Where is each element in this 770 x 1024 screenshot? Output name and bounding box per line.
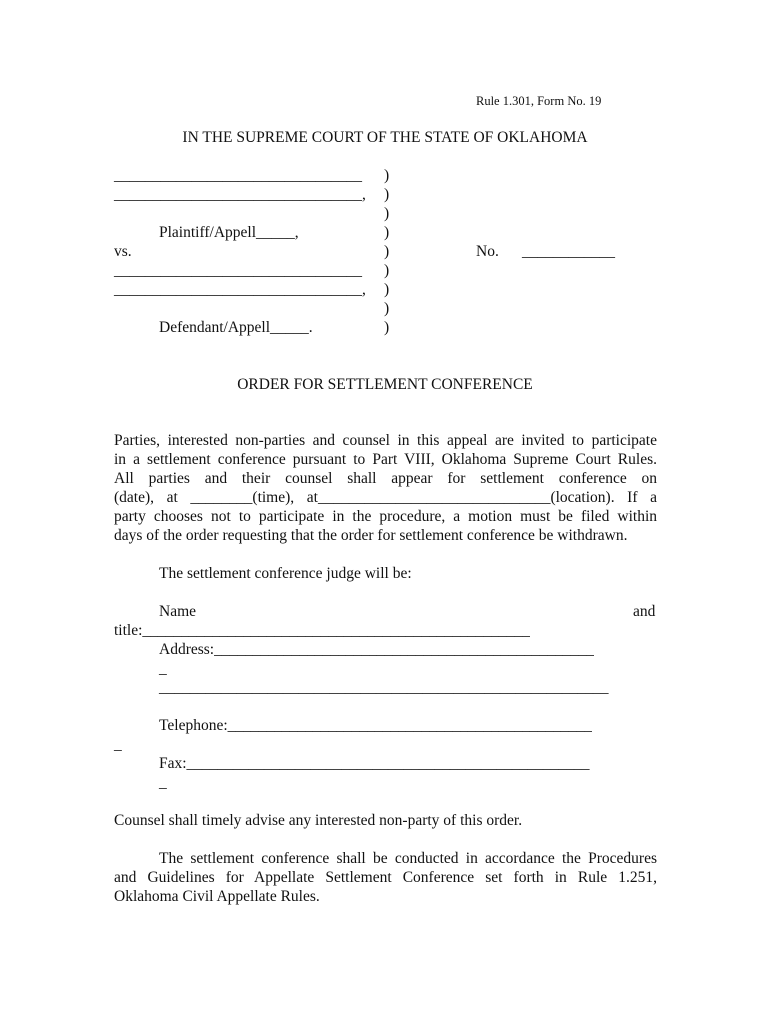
- address-line-tail: _: [159, 660, 167, 677]
- procedures-paragraph: [114, 849, 657, 906]
- caption-paren: ): [384, 167, 390, 184]
- and-word: and: [633, 603, 656, 620]
- judge-name-title-field[interactable]: title:__________________________________________________: [114, 622, 530, 639]
- judge-address-field[interactable]: Address:_________________________________________________: [159, 641, 594, 658]
- paragraph-line: Oklahoma Civil Appellate Rules.: [114, 888, 320, 905]
- paragraph-line: and Guidelines for Appellate Settlement Conference set forth in Rule 1.251,: [114, 869, 657, 886]
- court-title: IN THE SUPREME COURT OF THE STATE OF OKLAHOMA: [182, 129, 588, 146]
- caption-paren: ): [384, 262, 390, 279]
- paragraph-line: (date), at ________(time), at______________________________(location). If a: [114, 489, 657, 506]
- paragraph-line: All parties and their counsel shall appear for settlement conference on: [114, 470, 657, 487]
- telephone-line-tail: _: [114, 736, 122, 753]
- paragraph-line: party chooses not to participate in the procedure, a motion must be filed within: [114, 508, 657, 525]
- judge-address-field-2[interactable]: __________________________________________________________: [159, 679, 609, 696]
- paragraph-line: The settlement conference shall be conducted in accordance the Procedures: [159, 850, 657, 867]
- name-label: Name: [159, 603, 197, 620]
- judge-telephone-field[interactable]: Telephone:_______________________________________________: [159, 717, 592, 734]
- plaintiff-name-line-2[interactable]: ________________________________,: [114, 186, 366, 203]
- defendant-name-line-2[interactable]: ________________________________,: [114, 281, 366, 298]
- paragraph-line: in a settlement conference pursuant to Part VIII, Oklahoma Supreme Court Rules.: [114, 451, 657, 468]
- paragraph-line: Parties, interested non-parties and counsel in this appeal are invited to participate: [114, 432, 657, 449]
- order-title: ORDER FOR SETTLEMENT CONFERENCE: [237, 376, 533, 393]
- caption-paren: ): [384, 224, 390, 241]
- case-number-field[interactable]: ____________: [522, 243, 615, 260]
- invitation-paragraph: [114, 431, 657, 545]
- defendant-name-line-1[interactable]: ________________________________: [114, 262, 362, 279]
- caption-paren: ): [384, 243, 390, 260]
- defendant-label: Defendant/Appell_____.: [159, 319, 313, 336]
- paragraph-line: days of the order requesting that the order for settlement conference be withdrawn.: [114, 527, 628, 544]
- fax-line-tail: _: [159, 774, 167, 791]
- case-number-label: No.: [476, 243, 499, 260]
- caption-paren: ): [384, 186, 390, 203]
- counsel-advise-text: Counsel shall timely advise any interested non-party of this order.: [114, 812, 523, 829]
- plaintiff-label: Plaintiff/Appell_____,: [159, 224, 299, 241]
- judge-fax-field[interactable]: Fax:____________________________________________________: [159, 755, 590, 772]
- judge-intro: The settlement conference judge will be:: [159, 565, 412, 582]
- caption-paren: ): [384, 205, 390, 222]
- caption-paren: ): [384, 319, 390, 336]
- versus-label: vs.: [114, 243, 132, 260]
- caption-paren: ): [384, 300, 390, 317]
- caption-paren: ): [384, 281, 390, 298]
- rule-reference: Rule 1.301, Form No. 19: [476, 94, 602, 108]
- plaintiff-name-line-1[interactable]: ________________________________: [114, 167, 362, 184]
